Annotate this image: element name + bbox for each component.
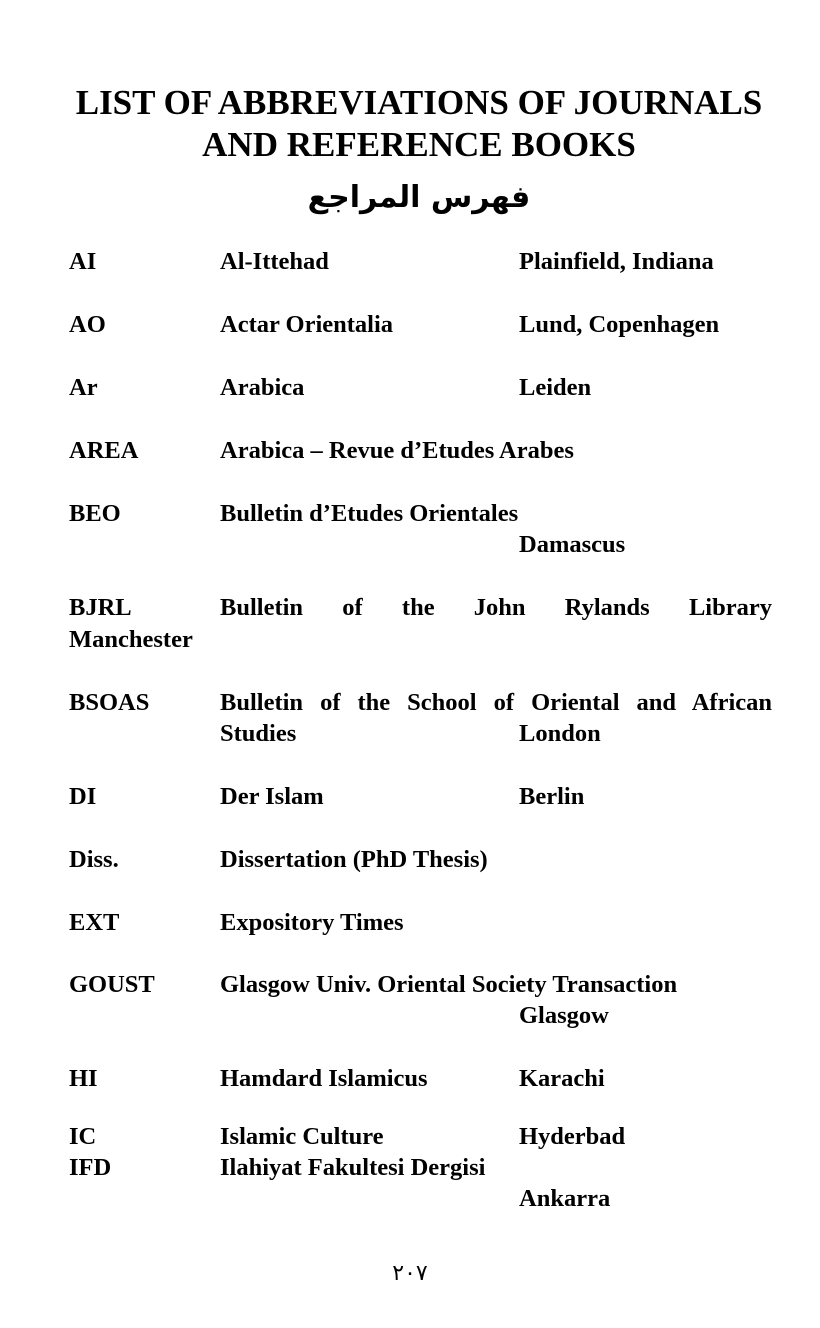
abbreviation: DI — [69, 783, 97, 810]
page-number: ٢٠٧ — [392, 1261, 428, 1286]
abbreviation: IFD — [69, 1154, 112, 1181]
abbreviation: BEO — [69, 500, 121, 527]
page-title-line-2: AND REFERENCE BOOKS — [202, 125, 636, 164]
abbreviation: AO — [69, 311, 106, 338]
abbreviation: EXT — [69, 909, 120, 936]
arabic-title: فهرس المراجع — [307, 180, 531, 215]
abbreviation: Diss. — [69, 846, 119, 873]
journal-name: Der Islam — [220, 783, 324, 810]
abbreviation: BJRL — [69, 594, 132, 621]
journal-name-continued: Studies — [220, 720, 297, 747]
abbreviation: GOUST — [69, 971, 155, 998]
journal-name: Glasgow Univ. Oriental Society Transaction — [220, 971, 678, 998]
journal-name: Al-Ittehad — [220, 248, 329, 275]
journal-name: Ilahiyat Fakultesi Dergisi — [220, 1154, 486, 1181]
place-of-publication: Leiden — [519, 374, 592, 401]
place-of-publication: Lund, Copenhagen — [519, 311, 720, 338]
journal-name: Islamic Culture — [220, 1123, 384, 1150]
journal-word: Bulletin — [220, 594, 304, 621]
place-of-publication: London — [519, 720, 601, 747]
journal-name: Bulletin d’Etudes Orientales — [220, 500, 519, 527]
journal-word: Library — [688, 594, 772, 621]
journal-name: Actar Orientalia — [220, 311, 394, 338]
place-of-publication: Manchester — [69, 626, 193, 653]
place-of-publication: Plainfield, Indiana — [519, 248, 714, 275]
abbreviation: Ar — [69, 374, 98, 401]
abbreviation: IC — [69, 1123, 97, 1150]
page-title-line-1: LIST OF ABBREVIATIONS OF JOURNALS — [75, 83, 763, 122]
journal-name: Arabica – Revue d’Etudes Arabes — [220, 437, 574, 464]
place-of-publication: Ankarra — [519, 1185, 611, 1212]
abbreviation: AI — [69, 248, 97, 275]
place-of-publication: Hyderbad — [519, 1123, 626, 1150]
journal-name: Dissertation (PhD Thesis) — [220, 846, 488, 873]
place-of-publication: Glasgow — [519, 1002, 609, 1029]
place-of-publication: Damascus — [519, 531, 626, 558]
journal-name — [220, 592, 772, 624]
place-of-publication: Berlin — [519, 783, 585, 810]
place-of-publication: Karachi — [519, 1065, 605, 1092]
journal-name: Expository Times — [220, 909, 404, 936]
abbreviation: HI — [69, 1065, 98, 1092]
abbreviation: AREA — [69, 437, 139, 464]
abbreviation: BSOAS — [69, 689, 150, 716]
journal-name: Bulletin of the School of Oriental and African — [220, 689, 772, 716]
journal-word: of — [342, 594, 363, 621]
journal-word: Rylands — [564, 594, 650, 621]
journal-name: Arabica — [220, 374, 305, 401]
journal-word: the — [401, 594, 435, 621]
journal-name: Hamdard Islamicus — [220, 1065, 428, 1092]
journal-word: John — [473, 594, 526, 621]
